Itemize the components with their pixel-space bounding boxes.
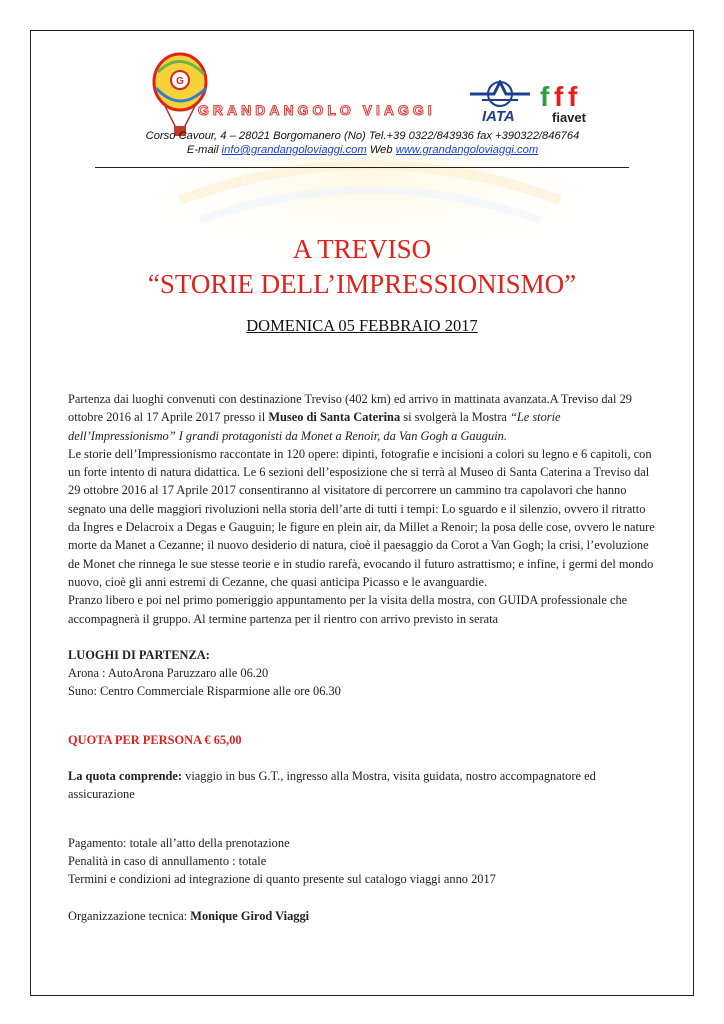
terms-cancellation: Penalità in caso di annullamento : totale [68, 853, 267, 868]
address-line: Corso Cavour, 4 – 28021 Borgomanero (No) Tel.+39 0322/843936 fax +390322/846764 [145, 130, 580, 142]
email-web-line [95, 143, 630, 157]
title-line-1: A TREVISO [292, 234, 432, 264]
fiavet-label: fiavet [552, 110, 586, 125]
price: QUOTA PER PERSONA € 65,00 [68, 732, 242, 747]
contact-info [95, 129, 630, 157]
document-body [68, 390, 658, 925]
departure-item: Suno: Centro Commerciale Risparmione alle ore 06.30 [68, 684, 341, 699]
organization-name: Monique Girod Viaggi [190, 908, 310, 923]
email-link[interactable]: info@grandangoloviaggi.com [221, 144, 367, 156]
itinerary-paragraph: Pranzo libero e poi nel primo pomeriggio appuntamento per la visita della mostra, con GUIDA professionale che accompagnerà il gruppo. Al termine partenza per il rientro con arrivo previsto in serata [68, 593, 628, 626]
title-line-2: “STORIE DELL’IMPRESSIONISMO” [147, 269, 577, 299]
terms-payment: Pagamento: totale all’atto della prenotazione [68, 835, 290, 850]
includes-paragraph: La quota comprende: viaggio in bus G.T., ingresso alla Mostra, visita guidata, nostro accompagnatore ed assicurazione [68, 769, 596, 802]
terms-catalog: Termini e condizioni ad integrazione di quanto presente sul catalogo viaggi anno 2017 [68, 872, 496, 887]
svg-text:G: G [176, 76, 184, 87]
departures-heading: LUOGHI DI PARTENZA: [68, 647, 210, 662]
iata-label: IATA [482, 108, 515, 125]
header-divider [95, 167, 629, 168]
web-link[interactable]: www.grandangoloviaggi.com [395, 144, 539, 156]
includes-label: La quota comprende: [68, 769, 183, 784]
exhibition-title: “Le storie dell’Impressionismo” I grandi protagonisti da Monet a Renoir, da Van Gogh a Gauguin. [68, 410, 561, 443]
museum-name: Museo di Santa Caterina [268, 410, 401, 425]
departure-item: Arona : AutoArona Paruzzaro alle 06.20 [68, 666, 269, 681]
svg-text:f: f [540, 81, 550, 112]
svg-text:f: f [554, 81, 564, 112]
organization: Organizzazione tecnica: Monique Girod Viaggi [68, 908, 310, 923]
svg-text:f: f [568, 81, 578, 112]
email-label: E-mail [186, 144, 219, 156]
event-date: DOMENICA 05 FEBBRAIO 2017 [246, 316, 478, 335]
description-paragraph: Le storie dell’Impressionismo raccontate in 120 opere: dipinti, fotografie e incisioni a colori su legno e 6 capitoli, con un forte intento di natura didattica. Le 6 sezioni dell’esposizione che si terrà al Museo di Santa Caterina a Treviso dal 29 ottobre 2016 al 17 Aprile 2017 consentiranno al visitatore di percorrere un cammino tra capolavori che hanno segnato una delle maggiori rivoluzioni nella storia dell’arte di tutti i tempi: Lo sguardo e il silenzio, ovvero il ritratto da Ingres e Delacroix a Degas e Gauguin; le figure en plein air, da Millet a Renoir; la posa delle cose, ovvero le nature morte da Manet a Cezanne; il nuovo desiderio di natura, cioè il paesaggio da Corot a Van Gogh; la crisi, l’evoluzione de Monet che rinnega le sue stesse teorie e in studio rarefà, evocando il futuro astrattismo; e infine, i germi del mondo nuovo, cioè gli anni estremi di Cezanne, che quasi anticipa Picasso e le avanguardie. [68, 446, 655, 589]
brand-name: GRANDANGOLO VIAGGI [198, 102, 436, 118]
web-label: Web [369, 144, 393, 156]
fiavet-logo [538, 80, 586, 114]
intro-paragraph: Partenza dai luoghi convenuti con destinazione Treviso (402 km) ed arrivo in mattinata avanzata.A Treviso dal 29 ottobre 2016 al 17 Aprile 2017 presso il Museo di Santa Caterina si svolgerà la Mostra “Le storie dell’Impressionismo” I grandi protagonisti da Monet a Renoir, da Van Gogh a Gauguin. [68, 392, 632, 443]
